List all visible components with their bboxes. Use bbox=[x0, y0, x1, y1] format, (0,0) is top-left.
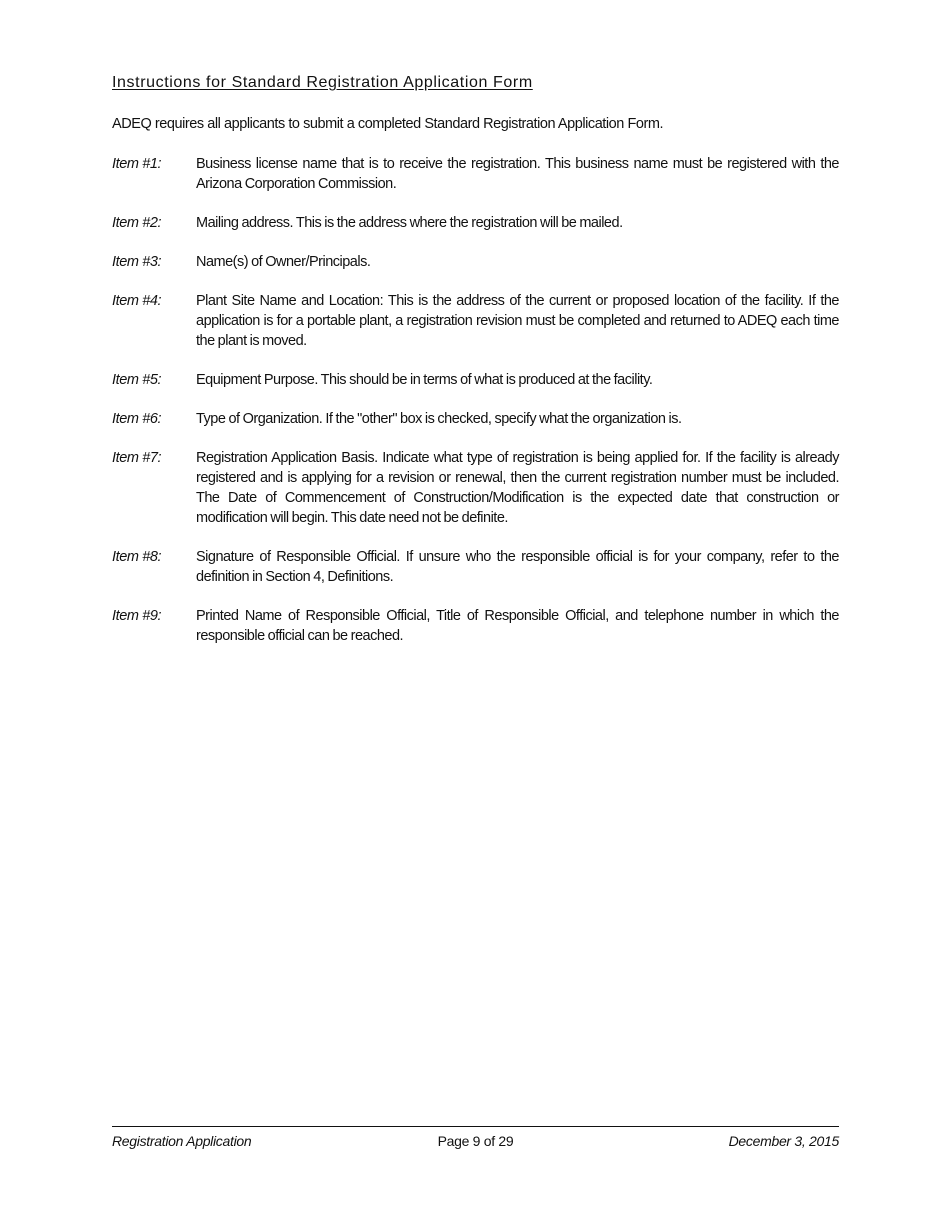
footer-page-number: Page 9 of 29 bbox=[437, 1133, 514, 1149]
instruction-item-1 bbox=[112, 154, 839, 194]
item-text: Printed Name of Responsible Official, Title of Responsible Official, and telephone number in which the responsible official can be reached. bbox=[196, 608, 839, 644]
instruction-list bbox=[112, 154, 839, 665]
item-label: Item #2: bbox=[112, 215, 162, 231]
instruction-item-6 bbox=[112, 409, 839, 429]
item-text: Mailing address. This is the address where the registration will be mailed. bbox=[196, 215, 623, 231]
instruction-item-3 bbox=[112, 252, 839, 272]
item-label: Item #5: bbox=[112, 372, 162, 388]
item-label: Item #1: bbox=[112, 156, 162, 172]
instruction-item-5 bbox=[112, 370, 839, 390]
footer-divider bbox=[112, 1126, 839, 1127]
item-text: Signature of Responsible Official. If unsure who the responsible official is for your company, refer to the definition in Section 4, Definitions. bbox=[196, 549, 839, 585]
instruction-item-8 bbox=[112, 547, 839, 587]
footer-document-name: Registration Application bbox=[112, 1133, 252, 1149]
instruction-item-4 bbox=[112, 291, 839, 351]
item-text: Registration Application Basis. Indicate what type of registration is being applied for. If the facility is already registered and is applying for a revision or renewal, then the current registration number must be included. The Date of Commencement of Construction/Modification is the expected date that construction or modification will begin. This date need not be definite. bbox=[196, 450, 839, 526]
item-label: Item #3: bbox=[112, 254, 162, 270]
item-text: Type of Organization. If the "other" box is checked, specify what the organization is. bbox=[196, 411, 682, 427]
item-label: Item #9: bbox=[112, 608, 162, 624]
instruction-item-7 bbox=[112, 448, 839, 528]
item-text: Plant Site Name and Location: This is the address of the current or proposed location of the facility. If the application is for a portable plant, a registration revision must be completed and returned to ADEQ each time the plant is moved. bbox=[196, 293, 839, 349]
item-label: Item #4: bbox=[112, 293, 162, 309]
item-text: Equipment Purpose. This should be in terms of what is produced at the facility. bbox=[196, 372, 653, 388]
intro-paragraph: ADEQ requires all applicants to submit a completed Standard Registration Application Form. bbox=[112, 116, 664, 132]
item-text: Name(s) of Owner/Principals. bbox=[196, 254, 371, 270]
footer-date: December 3, 2015 bbox=[728, 1133, 839, 1149]
item-label: Item #7: bbox=[112, 450, 162, 466]
item-text: Business license name that is to receive the registration. This business name must be registered with the Arizona Corporation Commission. bbox=[196, 156, 839, 192]
page-title: Instructions for Standard Registration Application Form bbox=[112, 74, 533, 91]
item-label: Item #8: bbox=[112, 549, 162, 565]
item-label: Item #6: bbox=[112, 411, 162, 427]
document-page bbox=[112, 0, 839, 1230]
instruction-item-2 bbox=[112, 213, 839, 233]
instruction-item-9 bbox=[112, 606, 839, 646]
